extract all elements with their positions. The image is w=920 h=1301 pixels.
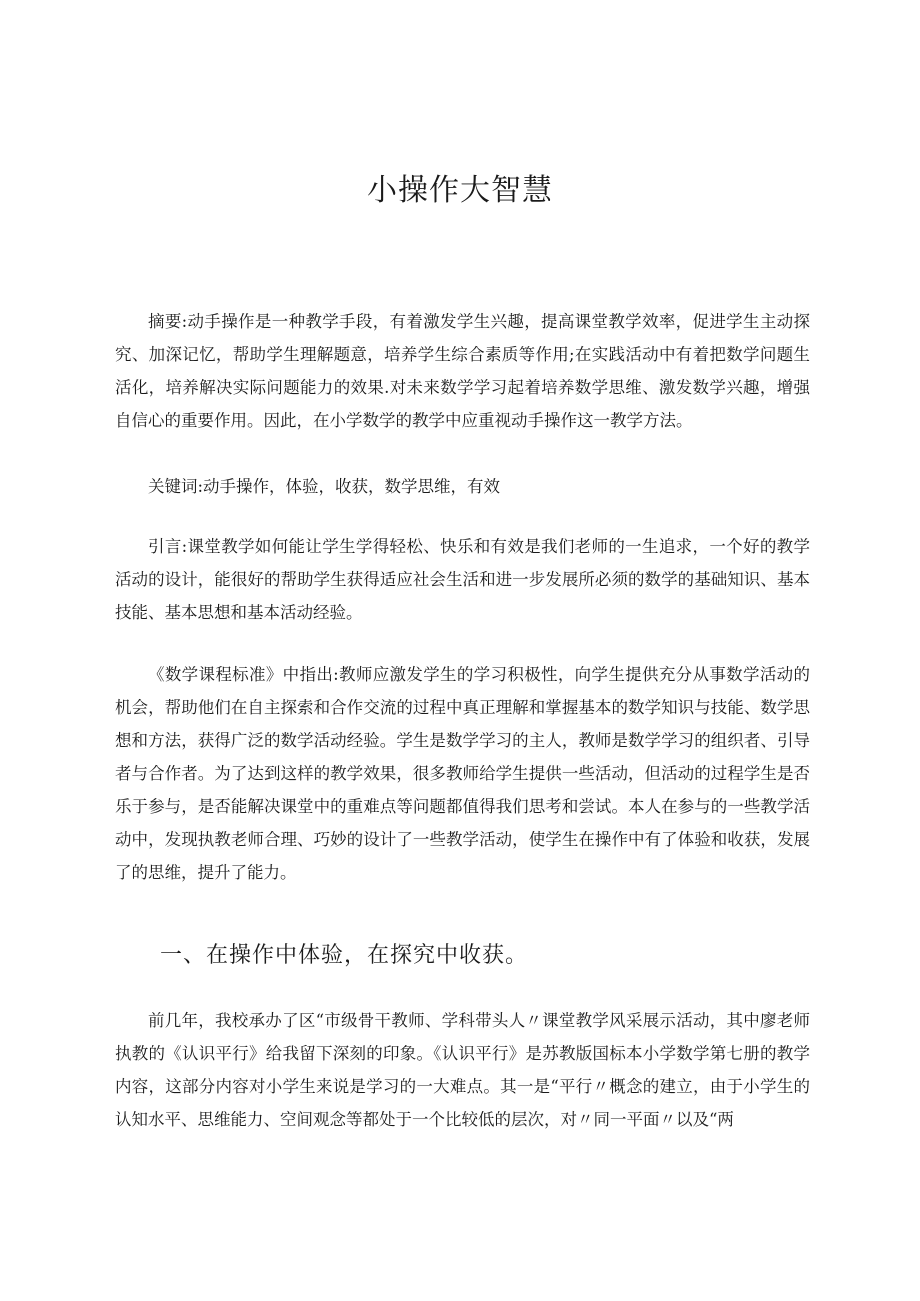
curriculum-standard-paragraph: 《数学课程标准》中指出:教师应激发学生的学习积极性，向学生提供充分从事数学活动的机会，帮助他们在自主探索和合作交流的过程中真正理解和掌握基本的数学知识与技能、数学思想和方法，获得广泛的数学活动经验。学生是数学学习的主人，教师是数学学习的组织者、引导者与合作者。为了达到这样的教学效果，很多教师给学生提供一些活动，但活动的过程学生是否乐于参与，是否能解决课堂中的重难点等问题都值得我们思考和尝试。本人在参与的一些教学活动中，发现执教老师合理、巧妙的设计了一些教学活动，使学生在操作中有了体验和收获，发展了的思维，提升了能力。 xyxy=(115,665,810,882)
keywords-paragraph: 关键词:动手操作，体验，收获，数学思维，有效 xyxy=(148,477,501,496)
section-1-paragraph: 前几年，我校承办了区“市级骨干教师、学科带头人〃课堂教学风采展示活动，其中廖老师执教的《认识平行》给我留下深刻的印象。《认识平行》是苏教版国标本小学数学第七册的教学内容，这部分内容对小学生来说是学习的一大难点。其一是“平行〃概念的建立，由于小学生的认知水平、思维能力、空间观念等都处于一个比较低的层次，对〃同一平面〃以及“两 xyxy=(115,1011,810,1129)
intro-paragraph: 引言:课堂教学如何能让学生学得轻松、快乐和有效是我们老师的一生追求，一个好的教学活动的设计，能很好的帮助学生获得适应社会生活和进一步发展所必须的数学的基础知识、基本技能、基本思想和基本活动经验。 xyxy=(115,537,810,622)
document-title: 小操作大智慧 xyxy=(367,173,553,208)
abstract-paragraph: 摘要:动手操作是一种教学手段，有着激发学生兴趣，提高课堂教学效率，促进学生主动探究、加深记忆，帮助学生理解题意，培养学生综合素质等作用;在实践活动中有着把数学问题生活化，培养解决实际问题能力的效果.对未来数学学习起着培养数学思维、激发数学兴趣，增强自信心的重要作用。因此，在小学数学的教学中应重视动手操作这一教学方法。 xyxy=(115,312,810,430)
section-heading-1: 一、在操作中体验，在探究中收获。 xyxy=(160,943,529,968)
